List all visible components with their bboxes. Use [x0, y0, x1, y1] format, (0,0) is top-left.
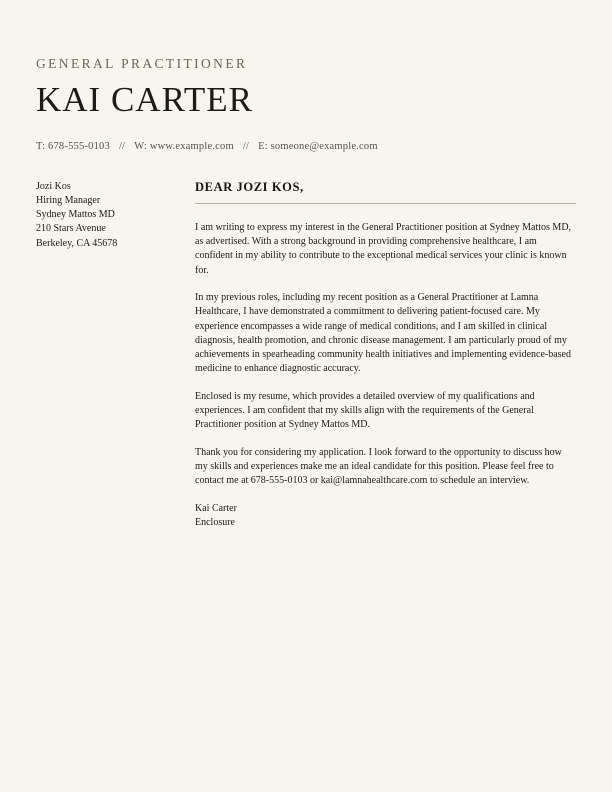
person-name: KAI CARTER	[36, 80, 253, 119]
recipient-city: Berkeley, CA 45678	[36, 237, 118, 249]
recipient-name: Jozi Kos	[36, 180, 71, 192]
letter-paragraph: In my previous roles, including my recent position as a General Practitioner at Lamna Healthcare, I have demonstrated a commitment to delivering patient-focused care. My experience encompasses a wide range of medical conditions, and I am skilled in clinical diagnosis, health promotion, and chronic disease management. I am particularly proud of my achievements in spearheading community health initiatives and implementing evidence-based medicine to enhance diagnostic accuracy.	[195, 291, 571, 375]
enclosure-note: Enclosure	[195, 516, 235, 528]
contact-separator: //	[242, 140, 250, 152]
contact-phone: T: 678-555-0103	[36, 140, 110, 152]
job-title: GENERAL PRACTITIONER	[36, 56, 248, 71]
salutation-divider	[195, 203, 576, 204]
signature-name: Kai Carter	[195, 502, 237, 514]
contact-website: W: www.example.com	[134, 140, 234, 152]
letter-paragraph: Enclosed is my resume, which provides a detailed overview of my qualifications and experiences. I am confident that my skills align with the requirements of the General Practitioner position at Sydney Mattos MD.	[195, 390, 535, 431]
letter-header	[36, 56, 576, 152]
signature-block	[195, 502, 576, 530]
recipient-title: Hiring Manager	[36, 194, 101, 206]
contact-separator: //	[118, 140, 126, 152]
letter-body	[36, 180, 576, 530]
letter-content	[195, 180, 576, 530]
recipient-address-block	[36, 180, 195, 251]
recipient-company: Sydney Mattos MD	[36, 209, 115, 221]
salutation: DEAR JOZI KOS,	[195, 179, 304, 194]
contact-email: E: someone@example.com	[258, 140, 378, 152]
recipient-street: 210 Stars Avenue	[36, 223, 106, 235]
letter-paragraph: I am writing to express my interest in the General Practitioner position at Sydney Mattos MD, as advertised. With a strong background in providing comprehensive healthcare, I am confident in my ability to contribute to the exceptional medical services your clinic is known for.	[195, 221, 572, 276]
letter-paragraph: Thank you for considering my application. I look forward to the opportunity to discuss how my skills and experiences make me an ideal candidate for this position. Please feel free to contact me at 678-555-0103 or kai@lamnahealthcare.com to schedule an interview.	[195, 446, 562, 487]
contact-line	[36, 141, 576, 152]
